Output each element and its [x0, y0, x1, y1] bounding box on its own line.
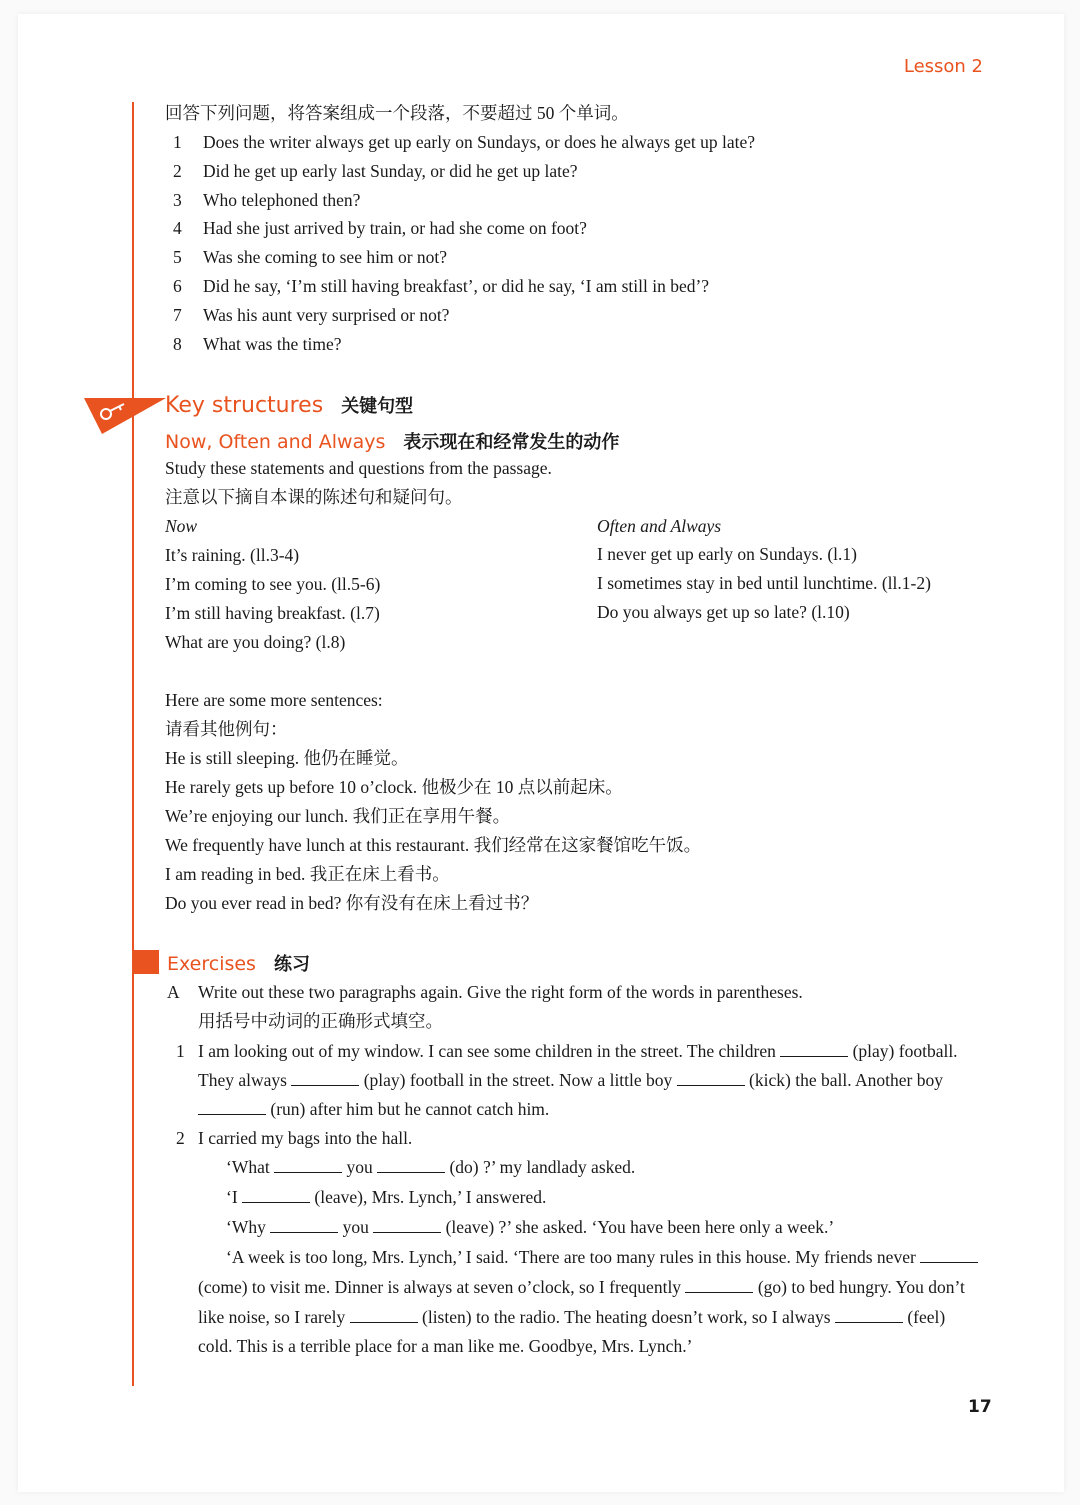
- paragraph-1-line: [198, 1039, 958, 1063]
- more-sentences-en: Here are some more sentences:: [165, 690, 383, 710]
- key-icon: [84, 396, 166, 436]
- exercises-title-cn: 练习: [273, 954, 310, 975]
- question-item: [173, 245, 447, 269]
- question-text: What was the time?: [203, 334, 342, 354]
- paragraph-text: ‘What: [226, 1157, 270, 1177]
- paragraph-2-line: [198, 1305, 945, 1329]
- now-item: I’m still having breakfast. (l.7): [165, 603, 380, 623]
- paragraph-2-line: [226, 1185, 546, 1209]
- section-title-key-structures: [165, 392, 413, 418]
- question-text: Does the writer always get up early on Sundays, or does he always get up late?: [203, 132, 756, 152]
- example-sentence: I am reading in bed. 我正在床上看书。: [165, 864, 450, 884]
- question-text: Was she coming to see him or not?: [203, 247, 448, 267]
- often-item: I never get up early on Sundays. (l.1): [597, 544, 857, 564]
- question-item: [173, 130, 755, 154]
- question-item: [173, 159, 578, 183]
- example-sentence: We’re enjoying our lunch. 我们正在享用午餐。: [165, 806, 511, 826]
- section-title-exercises: [167, 950, 310, 976]
- question-text: Did he get up early last Sunday, or did he get up late?: [203, 161, 578, 181]
- now-heading: Now: [165, 516, 198, 536]
- paragraph-number: 1: [176, 1041, 185, 1061]
- question-number: 1: [173, 132, 182, 152]
- intro-cn: 注意以下摘自本课的陈述句和疑问句。: [165, 487, 463, 507]
- paragraph-text: ‘A week is too long, Mrs. Lynch,’ I said. ‘There are too many rules in this house. My friends never: [226, 1247, 916, 1267]
- example-sentence: He rarely gets up before 10 o’clock. 他极少在 10 点以前起床。: [165, 777, 623, 797]
- question-item: [173, 274, 709, 298]
- section-subtitle: [165, 428, 619, 454]
- question-text: Had she just arrived by train, or had she come on foot?: [203, 218, 587, 238]
- page-number: 17: [968, 1397, 992, 1417]
- answer-blank[interactable]: [677, 1069, 745, 1086]
- now-item: I’m coming to see you. (ll.5-6): [165, 574, 381, 594]
- answer-blank[interactable]: [685, 1276, 753, 1293]
- now-item: What are you doing? (l.8): [165, 632, 346, 652]
- margin-rule: [132, 102, 134, 1386]
- paragraph-text: you: [342, 1217, 369, 1237]
- answer-blank[interactable]: [350, 1306, 418, 1323]
- question-text: Did he say, ‘I’m still having breakfast’, or did he say, ‘I am still in bed’?: [203, 276, 710, 296]
- exercise-a-instruction-en: Write out these two paragraphs again. Give the right form of the words in parentheses.: [198, 982, 803, 1002]
- question-item: [173, 188, 360, 212]
- example-sentence: He is still sleeping. 他仍在睡觉。: [165, 748, 409, 768]
- subtitle-en: Now, Often and Always: [165, 431, 386, 453]
- question-item: [173, 332, 342, 356]
- lesson-label: Lesson 2: [903, 56, 983, 77]
- paragraph-2-line: [226, 1245, 978, 1269]
- paragraph-2-line: I carried my bags into the hall.: [198, 1128, 413, 1148]
- question-number: 2: [173, 161, 182, 181]
- paragraph-2-line: [198, 1275, 965, 1299]
- question-number: 7: [173, 305, 182, 325]
- paragraph-number: 2: [176, 1128, 185, 1148]
- often-item: Do you always get up so late? (l.10): [597, 602, 850, 622]
- question-item: [173, 303, 449, 327]
- comprehension-instruction: 回答下列问题，将答案组成一个段落，不要超过 50 个单词。: [165, 103, 629, 123]
- paragraph-text: ‘Why: [226, 1217, 266, 1237]
- paragraph-text: (run) after him but he cannot catch him.: [270, 1099, 550, 1119]
- paragraph-2-line: cold. This is a terrible place for a man like me. Goodbye, Mrs. Lynch.’: [198, 1336, 693, 1356]
- paragraph-text: (listen) to the radio. The heating doesn’t work, so I always: [422, 1307, 831, 1327]
- paragraph-text: ‘I: [226, 1187, 238, 1207]
- section-title-en: Key structures: [165, 393, 324, 418]
- paragraph-text: (go) to bed hungry. You don’t: [757, 1277, 965, 1297]
- paragraph-text: you: [346, 1157, 373, 1177]
- question-item: [173, 216, 587, 240]
- question-number: 4: [173, 218, 182, 238]
- exercises-marker: [133, 950, 159, 974]
- paragraph-text: like noise, so I rarely: [198, 1307, 346, 1327]
- example-sentence: Do you ever read in bed? 你有没有在床上看过书？: [165, 893, 539, 913]
- answer-blank[interactable]: [920, 1246, 978, 1263]
- exercises-title-en: Exercises: [167, 953, 256, 975]
- answer-blank[interactable]: [291, 1069, 359, 1086]
- paragraph-2-line: [226, 1155, 635, 1179]
- exercise-a-instruction-cn: 用括号中动词的正确形式填空。: [198, 1011, 443, 1031]
- answer-blank[interactable]: [377, 1156, 445, 1173]
- exercise-a-label: A: [167, 982, 180, 1002]
- example-sentence: We frequently have lunch at this restaurant. 我们经常在这家餐馆吃午饭。: [165, 835, 702, 855]
- paragraph-1-line: [198, 1097, 549, 1121]
- more-sentences-cn: 请看其他例句：: [165, 719, 288, 739]
- paragraph-2-line: [226, 1215, 834, 1239]
- answer-blank[interactable]: [198, 1098, 266, 1115]
- question-number: 6: [173, 276, 182, 296]
- answer-blank[interactable]: [242, 1186, 310, 1203]
- paragraph-text: They always: [198, 1070, 287, 1090]
- paragraph-text: (come) to visit me. Dinner is always at seven o’clock, so I frequently: [198, 1277, 682, 1297]
- paragraph-text: (leave) ?’ she asked. ‘You have been here only a week.’: [445, 1217, 835, 1237]
- answer-blank[interactable]: [373, 1216, 441, 1233]
- answer-blank[interactable]: [835, 1306, 903, 1323]
- section-title-cn: 关键句型: [341, 396, 414, 417]
- question-number: 8: [173, 334, 182, 354]
- intro-en: Study these statements and questions from the passage.: [165, 458, 552, 478]
- often-heading: Often and Always: [597, 516, 722, 536]
- question-number: 5: [173, 247, 182, 267]
- answer-blank[interactable]: [274, 1156, 342, 1173]
- often-item: I sometimes stay in bed until lunchtime. (ll.1-2): [597, 573, 931, 593]
- paragraph-text: I am looking out of my window. I can see some children in the street. The children: [198, 1041, 776, 1061]
- subtitle-cn: 表示现在和经常发生的动作: [403, 432, 620, 453]
- question-text: Was his aunt very surprised or not?: [203, 305, 450, 325]
- paragraph-text: (feel): [907, 1307, 946, 1327]
- paragraph-text: (leave), Mrs. Lynch,’ I answered.: [314, 1187, 547, 1207]
- question-text: Who telephoned then?: [203, 190, 361, 210]
- paragraph-text: (play) football in the street. Now a little boy: [363, 1070, 673, 1090]
- paragraph-1-line: [198, 1068, 943, 1092]
- answer-blank[interactable]: [270, 1216, 338, 1233]
- question-number: 3: [173, 190, 182, 210]
- paragraph-text: (play) football.: [852, 1041, 958, 1061]
- paragraph-text: (do) ?’ my landlady asked.: [449, 1157, 636, 1177]
- paragraph-text: (kick) the ball. Another boy: [749, 1070, 943, 1090]
- now-item: It’s raining. (ll.3-4): [165, 545, 300, 565]
- answer-blank[interactable]: [780, 1040, 848, 1057]
